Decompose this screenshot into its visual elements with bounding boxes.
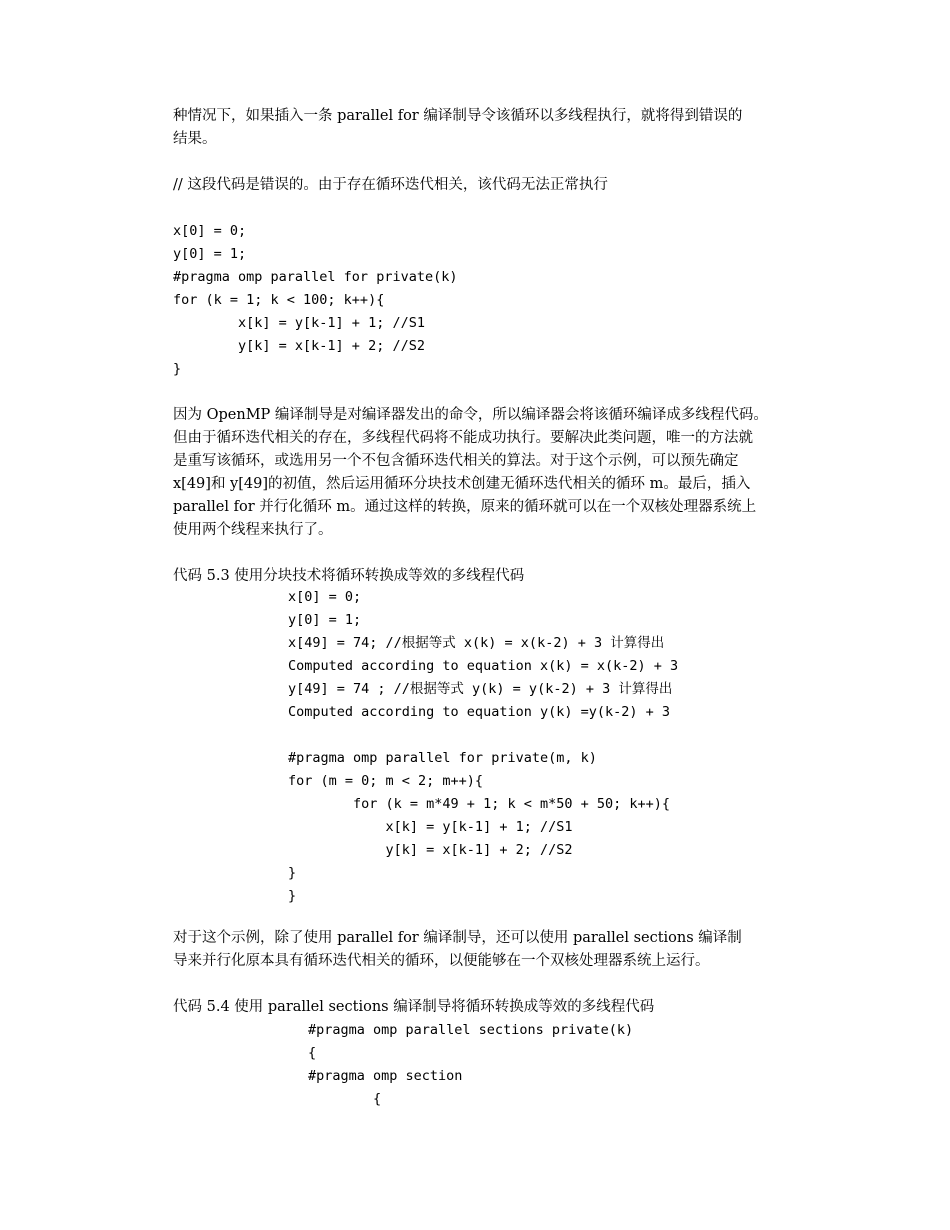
code-line: } [288, 865, 297, 881]
paragraph-line: 导来并行化原本具有循环迭代相关的循环，以便能够在一个双核处理器系统上运行。 [173, 953, 710, 969]
paragraph-line: 使用两个线程来执行了。 [173, 522, 333, 538]
code-line: x[0] = 0; [173, 223, 247, 239]
code-line: #pragma omp parallel sections private(k) [308, 1022, 634, 1038]
code-line: x[49] = 74; //根据等式 x(k) = x(k-2) + 3 计算得出 [288, 635, 665, 651]
code-line: y[0] = 1; [173, 246, 247, 262]
code-line: } [173, 361, 182, 377]
code-comment: // 这段代码是错误的。由于存在循环迭代相关，该代码无法正常执行 [173, 177, 608, 193]
paragraph-line: 因为 OpenMP 编译制导是对编译器发出的命令，所以编译器会将该循环编译成多线程代码。 [173, 407, 768, 423]
code-line: y[k] = x[k-1] + 2; //S2 [173, 338, 425, 354]
paragraph-line: 但由于循环迭代相关的存在，多线程代码将不能成功执行。要解决此类问题，唯一的方法就 [173, 430, 753, 446]
paragraph-line: x[49]和 y[49]的初值，然后运用循环分块技术创建无循环迭代相关的循环 m。最后，插入 [173, 476, 751, 492]
code-line: y[0] = 1; [288, 612, 362, 628]
code-caption: 代码 5.4 使用 parallel sections 编译制导将循环转换成等效的多线程代码 [173, 999, 655, 1015]
code-line: #pragma omp parallel for private(m, k) [288, 750, 597, 766]
code-line: y[k] = x[k-1] + 2; //S2 [288, 842, 573, 858]
code-line: #pragma omp parallel for private(k) [173, 269, 458, 285]
code-line: x[k] = y[k-1] + 1; //S1 [173, 315, 425, 331]
code-line: x[0] = 0; [288, 589, 362, 605]
paragraph-line: 种情况下，如果插入一条 parallel for 编译制导令该循环以多线程执行，就将得到错误的 [173, 108, 743, 124]
code-line: Computed according to equation y(k) =y(k-2) + 3 [288, 704, 671, 720]
code-line: { [308, 1091, 382, 1107]
code-line: for (m = 0; m < 2; m++){ [288, 773, 484, 789]
paragraph-line: 结果。 [173, 131, 217, 147]
code-line: Computed according to equation x(k) = x(k-2) + 3 [288, 658, 679, 674]
paragraph-line: 是重写该循环，或选用另一个不包含循环迭代相关的算法。对于这个示例，可以预先确定 [173, 453, 739, 469]
code-line: } [288, 888, 297, 904]
code-line: y[49] = 74 ; //根据等式 y(k) = y(k-2) + 3 计算得出 [288, 681, 673, 697]
code-line: x[k] = y[k-1] + 1; //S1 [288, 819, 573, 835]
code-line: { [308, 1045, 317, 1061]
paragraph-line: 对于这个示例，除了使用 parallel for 编译制导，还可以使用 parallel sections 编译制 [173, 930, 742, 946]
code-line: for (k = 1; k < 100; k++){ [173, 292, 385, 308]
code-line: for (k = m*49 + 1; k < m*50 + 50; k++){ [288, 796, 671, 812]
paragraph-line: parallel for 并行化循环 m。通过这样的转换，原来的循环就可以在一个双核处理器系统上 [173, 499, 757, 515]
code-caption: 代码 5.3 使用分块技术将循环转换成等效的多线程代码 [173, 568, 525, 584]
code-line: #pragma omp section [308, 1068, 463, 1084]
